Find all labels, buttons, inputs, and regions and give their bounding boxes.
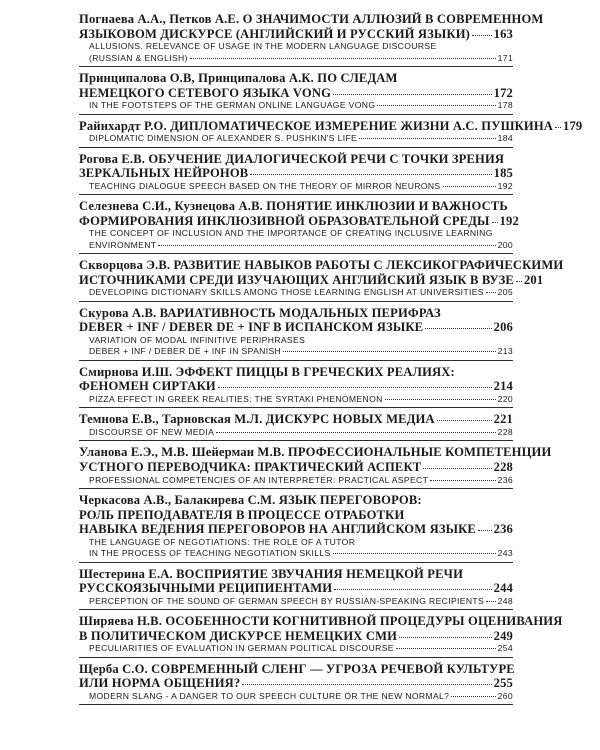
english-title-text: DISCOURSE OF NEW MEDIA: [89, 426, 215, 437]
russian-title-line: [79, 460, 513, 475]
russian-title-line: [79, 614, 563, 629]
toc-entry: [79, 118, 583, 148]
english-title-line: [89, 335, 513, 346]
dot-leader: [333, 553, 496, 554]
english-title-text: TEACHING DIALOGUE SPEECH BASED ON THE THEORY OF MIRROR NEURONS: [89, 180, 441, 191]
english-title-text: IN THE FOOTSTEPS OF THE GERMAN ONLINE LANGUAGE VONG: [89, 100, 376, 111]
russian-title-text: Погнаева А.А., Петков А.Е. О ЗНАЧИМОСТИ АЛЛЮЗИЙ В СОВРЕМЕННОМ: [79, 12, 544, 26]
english-title-text: PIZZA EFFECT IN GREEK REALITIES: THE SYRTAKI PHENOMENON: [89, 393, 383, 404]
english-title-text: THE CONCEPT OF INCLUSION AND THE IMPORTANCE OF CREATING INCLUSIVE LEARNING: [89, 228, 493, 239]
dot-leader: [242, 684, 491, 685]
dot-leader: [218, 387, 492, 388]
english-page-number: 213: [497, 346, 513, 357]
russian-title-text: Смирнова И.Ш. ЭФФЕКТ ПИЦЦЫ В ГРЕЧЕСКИХ РЕАЛИЯХ:: [79, 364, 455, 379]
english-title-line: [89, 228, 513, 239]
russian-title-text: Уланова Е.Э., М.В. Шейерман М.В. ПРОФЕССИОНАЛЬНЫЕ КОМПЕТЕНЦИИ: [79, 445, 552, 460]
english-title-text: PECULIARITIES OF EVALUATION IN GERMAN POLITICAL DISCOURSE: [89, 643, 394, 654]
dot-leader: [472, 35, 492, 36]
english-page-number: 260: [497, 690, 513, 701]
toc-entry-english-title: [79, 691, 513, 702]
toc-entry-russian-title: [79, 412, 513, 427]
dot-leader: [359, 138, 495, 139]
dot-leader: [486, 292, 496, 293]
toc-entry-russian-title: [79, 306, 513, 335]
toc-entry-russian-title: [79, 71, 513, 100]
english-title-text: THE LANGUAGE OF NEGOTIATIONS: THE ROLE OF A TUTOR: [89, 536, 356, 547]
dot-leader: [492, 222, 498, 223]
russian-page-number: 244: [493, 581, 513, 596]
russian-title-line: [79, 662, 513, 677]
toc-entry: [79, 567, 513, 611]
russian-title-text: НАВЫКА ВЕДЕНИЯ ПЕРЕГОВОРОВ НА АНГЛИЙСКОМ ЯЗЫКЕ: [79, 522, 476, 537]
russian-title-line: [79, 213, 519, 229]
english-title-line: [89, 548, 513, 559]
toc-entry-russian-title: [79, 258, 564, 287]
toc-entry-russian-title: [79, 445, 552, 474]
english-title-line: [89, 53, 513, 64]
russian-title-line: [79, 152, 513, 167]
russian-title-line: [79, 27, 513, 42]
toc-entry-english-title: [79, 427, 513, 438]
english-title-line: [89, 596, 513, 607]
russian-title-line: [79, 86, 513, 101]
english-page-number: 248: [497, 595, 513, 606]
dot-leader: [216, 432, 495, 433]
russian-title-line: [79, 71, 513, 86]
russian-page-number: 172: [493, 85, 513, 100]
dot-leader: [333, 94, 492, 95]
english-title-text: VARIATION OF MODAL INFINITIVE PERIPHRASES: [89, 334, 306, 345]
dot-leader: [385, 399, 496, 400]
russian-title-text: DEBER + INF / DEBER DE + INF В ИСПАНСКОМ ЯЗЫКЕ: [79, 320, 424, 335]
russian-page-number: 201: [523, 272, 544, 287]
russian-page-number: 221: [493, 412, 513, 427]
russian-title-text: ФЕНОМЕН СИРТАКИ: [79, 379, 216, 394]
toc-entry-english-title: [79, 596, 513, 607]
russian-page-number: 255: [493, 676, 513, 691]
english-title-line: [89, 240, 513, 251]
toc-entry-english-title: [79, 100, 513, 111]
russian-title-line: [79, 166, 513, 181]
english-page-number: 192: [497, 180, 513, 191]
toc-entry-russian-title: [79, 614, 563, 643]
toc-entry-english-title: [79, 181, 513, 192]
english-page-number: 228: [497, 426, 513, 437]
russian-title-text: Райнхардт Р.О. ДИПЛОМАТИЧЕСКОЕ ИЗМЕРЕНИЕ ЖИЗНИ А.С. ПУШКИНА: [79, 118, 554, 133]
dot-leader: [425, 328, 491, 329]
toc-entry-english-title: [79, 475, 513, 486]
dot-leader: [334, 589, 491, 590]
english-page-number: 220: [497, 393, 513, 404]
dot-leader: [443, 186, 496, 187]
toc-entry: [79, 614, 563, 658]
russian-title-text: Черкасова А.В., Балакирева С.М. ЯЗЫК ПЕРЕГОВОРОВ:: [79, 492, 422, 507]
russian-title-line: [79, 12, 544, 27]
russian-title-text: РУССКОЯЗЫЧНЫМИ РЕЦИПИЕНТАМИ: [79, 581, 333, 596]
russian-title-line: [79, 567, 513, 582]
toc-entry: [79, 412, 513, 441]
toc-entry-english-title: [79, 643, 513, 654]
english-title-text: (RUSSIAN & ENGLISH): [89, 52, 188, 63]
russian-page-number: 228: [493, 459, 513, 474]
russian-title-text: Скурова А.В. ВАРИАТИВНОСТЬ МОДАЛЬНЫХ ПЕРИФРАЗ: [79, 305, 441, 320]
dot-leader: [430, 480, 495, 481]
russian-title-text: РОЛЬ ПРЕПОДАВАТЕЛЯ В ПРОЦЕССЕ ОТРАБОТКИ: [79, 507, 405, 522]
toc-entry: [79, 152, 513, 196]
russian-title-text: Рогова Е.В. ОБУЧЕНИЕ ДИАЛОГИЧЕСКОЙ РЕЧИ С ТОЧКИ ЗРЕНИЯ: [79, 151, 505, 166]
russian-title-line: [79, 258, 564, 273]
russian-title-text: НЕМЕЦКОГО СЕТЕВОГО ЯЗЫКА VONG: [79, 85, 332, 100]
russian-title-line: [79, 629, 513, 644]
english-title-text: MODERN SLANG - A DANGER TO OUR SPEECH CULTURE OR THE NEW NORMAL?: [89, 690, 450, 701]
russian-title-text: Шестерина Е.А. ВОСПРИЯТИЕ ЗВУЧАНИЯ НЕМЕЦКОЙ РЕЧИ: [79, 566, 464, 581]
toc-entry: [79, 662, 513, 706]
english-page-number: 178: [497, 100, 513, 111]
dot-leader: [478, 530, 492, 531]
english-page-number: 243: [497, 548, 513, 559]
dot-leader: [555, 127, 561, 128]
toc-entry-english-title: [79, 335, 513, 358]
english-title-line: [89, 346, 513, 357]
russian-page-number: 249: [493, 628, 513, 643]
dot-leader: [158, 245, 495, 246]
russian-title-line: [79, 199, 513, 214]
russian-title-line: [79, 445, 552, 460]
english-title-line: [89, 394, 513, 405]
dot-leader: [396, 648, 496, 649]
english-title-text: DEVELOPING DICTIONARY SKILLS AMONG THOSE LEARNING ENGLISH AT UNIVERSITIES: [89, 287, 484, 298]
toc-entry: [79, 365, 513, 409]
russian-title-line: [79, 272, 544, 288]
russian-page-number: 236: [493, 522, 513, 537]
toc-entry-russian-title: [79, 567, 513, 596]
english-title-line: [89, 537, 513, 548]
toc-entry-english-title: [79, 41, 513, 64]
toc-entry-russian-title: [79, 118, 583, 134]
english-title-line: [89, 427, 513, 438]
russian-title-line: [79, 365, 513, 380]
english-title-line: [89, 287, 513, 298]
english-title-line: [89, 41, 513, 52]
russian-title-line: [79, 508, 513, 523]
toc-entry-russian-title: [79, 365, 513, 394]
toc-entry: [79, 445, 552, 489]
toc-entry-english-title: [79, 537, 513, 560]
russian-title-text: Принципалова О.В, Принципалова А.К. ПО СЛЕДАМ: [79, 71, 398, 85]
english-page-number: 171: [497, 52, 513, 63]
russian-title-line: [79, 493, 513, 508]
dot-leader: [423, 468, 491, 469]
dot-leader: [377, 105, 495, 106]
dot-leader: [486, 601, 496, 602]
russian-title-line: [79, 320, 513, 335]
toc-entry-english-title: [79, 287, 513, 298]
english-page-number: 254: [497, 643, 513, 654]
toc-entry: [79, 199, 519, 254]
dot-leader: [451, 696, 495, 697]
toc-entry-russian-title: [79, 662, 513, 691]
russian-title-text: ИСТОЧНИКАМИ СРЕДИ ИЗУЧАЮЩИХ АНГЛИЙСКИЙ ЯЗЫК В ВУЗЕ: [79, 272, 514, 287]
english-page-number: 205: [497, 287, 513, 298]
english-title-text: ENVIRONMENT: [89, 239, 157, 250]
english-title-text: IN THE PROCESS OF TEACHING NEGOTIATION SKILLS: [89, 548, 331, 559]
russian-page-number: 163: [493, 26, 513, 41]
russian-title-line: [79, 118, 583, 134]
russian-title-line: [79, 412, 513, 427]
english-page-number: 200: [497, 239, 513, 250]
toc-entry-english-title: [79, 228, 513, 251]
russian-title-text: ИЛИ НОРМА ОБЩЕНИЯ?: [79, 676, 241, 691]
dot-leader: [250, 174, 491, 175]
toc-entry: [79, 12, 544, 67]
english-title-text: ALLUSIONS. RELEVANCE OF USAGE IN THE MODERN LANGUAGE DISCOURSE: [89, 41, 437, 52]
toc-entry-russian-title: [79, 493, 513, 537]
dot-leader: [516, 281, 522, 282]
english-title-text: PROFESSIONAL COMPETENCIES OF AN INTERPRETER: PRACTICAL ASPECT: [89, 474, 429, 485]
english-title-line: [89, 475, 513, 486]
russian-page-number: 214: [493, 379, 513, 394]
russian-title-text: Темнова Е.В., Тарновская М.Л. ДИСКУРС НОВЫХ МЕДИА: [79, 412, 435, 427]
russian-title-line: [79, 581, 513, 596]
toc-entry-russian-title: [79, 152, 513, 181]
russian-title-text: ЯЗЫКОВОМ ДИСКУРСЕ (АНГЛИЙСКИЙ И РУССКИЙ ЯЗЫКИ): [79, 26, 471, 41]
russian-title-line: [79, 379, 513, 394]
russian-page-number: 192: [499, 213, 519, 228]
russian-page-number: 179: [563, 118, 583, 133]
english-title-line: [89, 691, 513, 702]
english-page-number: 236: [497, 474, 513, 485]
russian-title-text: В ПОЛИТИЧЕСКОМ ДИСКУРСЕ НЕМЕЦКИХ СМИ: [79, 628, 398, 643]
russian-title-text: Селезнева С.И., Кузнецова А.В. ПОНЯТИЕ ИНКЛЮЗИИ И ВАЖНОСТЬ: [79, 199, 508, 214]
english-title-text: DEBER + INF / DEBER DE + INF IN SPANISH: [89, 346, 282, 357]
toc-entry-english-title: [79, 394, 513, 405]
toc-entry-russian-title: [79, 12, 544, 41]
russian-title-text: Ширяева Н.В. ОСОБЕННОСТИ КОГНИТИВНОЙ ПРОЦЕДУРЫ ОЦЕНИВАНИЯ: [79, 614, 563, 629]
russian-title-text: ЗЕРКАЛЬНЫХ НЕЙРОНОВ: [79, 166, 249, 181]
english-page-number: 184: [497, 133, 513, 144]
russian-title-line: [79, 676, 513, 691]
russian-title-text: Скворцова Э.В. РАЗВИТИЕ НАВЫКОВ РАБОТЫ С ЛЕКСИКОГРАФИЧЕСКИМИ: [79, 258, 564, 273]
russian-title-text: ФОРМИРОВАНИЯ ИНКЛЮЗИВНОЙ ОБРАЗОВАТЕЛЬНОЙ СРЕДЫ: [79, 213, 490, 228]
toc-entry-english-title: [79, 133, 513, 144]
english-title-line: [89, 643, 513, 654]
russian-title-line: [79, 306, 513, 321]
dot-leader: [283, 351, 496, 352]
russian-title-text: УСТНОГО ПЕРЕВОДЧИКА: ПРАКТИЧЕСКИЙ АСПЕКТ: [79, 459, 422, 474]
dot-leader: [437, 420, 492, 421]
toc-entry: [79, 71, 513, 115]
toc-entry: [79, 493, 513, 563]
russian-title-text: Щерба С.О. СОВРЕМЕННЫЙ СЛЕНГ — УГРОЗА РЕЧЕВОЙ КУЛЬТУРЕ: [79, 661, 515, 676]
english-title-line: [89, 100, 513, 111]
toc-entry: [79, 306, 513, 361]
dot-leader: [399, 637, 492, 638]
russian-page-number: 185: [493, 166, 513, 181]
toc-list: [0, 12, 600, 705]
english-title-line: [89, 133, 513, 144]
dot-leader: [190, 58, 496, 59]
russian-title-line: [79, 522, 513, 537]
english-title-text: DIPLOMATIC DIMENSION OF ALEXANDER S. PUSHKIN'S LIFE: [89, 133, 358, 144]
russian-page-number: 206: [493, 320, 513, 335]
toc-entry: [79, 258, 564, 302]
english-title-text: PERCEPTION OF THE SOUND OF GERMAN SPEECH BY RUSSIAN-SPEAKING RECIPIENTS: [89, 595, 485, 606]
english-title-line: [89, 181, 513, 192]
toc-entry-russian-title: [79, 199, 519, 228]
